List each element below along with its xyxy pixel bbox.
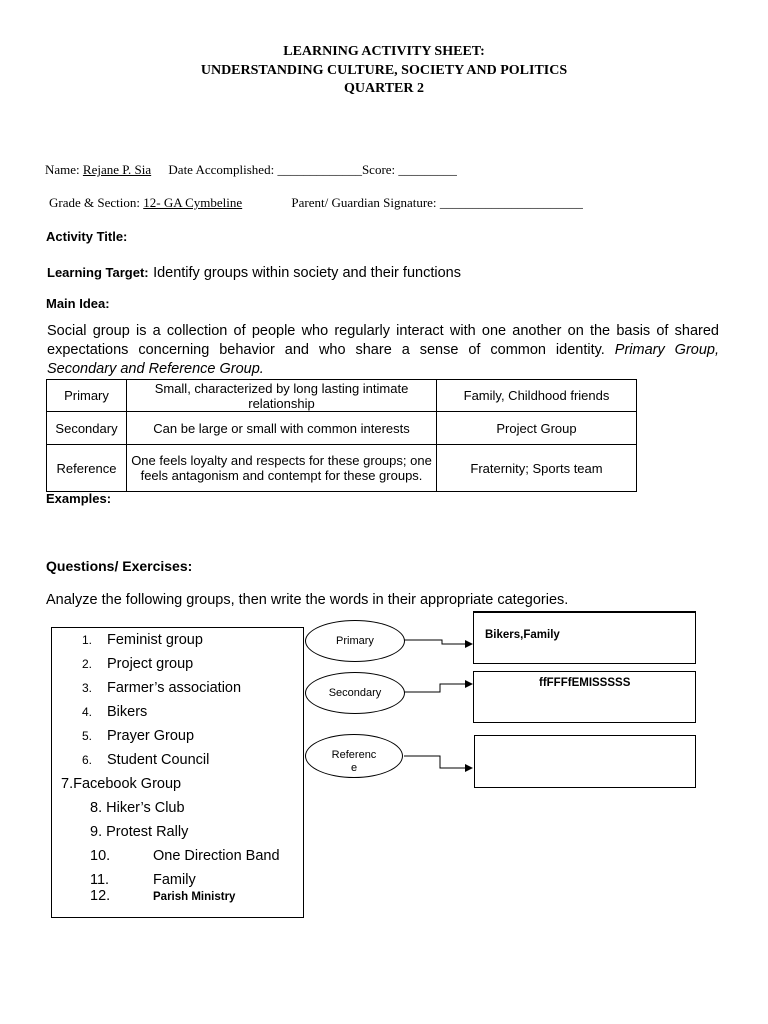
- arrow-reference: [404, 756, 472, 768]
- table-cell-description: Small, characterized by long lasting intimate relationship: [127, 380, 437, 412]
- list-item-label: Parish Ministry: [153, 891, 236, 903]
- list-item: [61, 776, 181, 792]
- list-item-label: Bikers: [107, 704, 148, 720]
- list-item: [82, 752, 209, 768]
- table-row: [47, 412, 637, 445]
- list-item-number: 9.: [90, 824, 103, 840]
- category-secondary-ellipse: [305, 672, 405, 714]
- table-cell-type: Secondary: [47, 412, 127, 445]
- signature-blank[interactable]: ______________________: [439, 195, 583, 210]
- list-item: [90, 848, 280, 864]
- list-item-label: One Direction Band: [153, 848, 280, 864]
- main-idea-text: Social group is a collection of people who regularly interact with one another on the basis of shared expectations concerning behavior and who share a sense of common identity.: [47, 323, 719, 358]
- questions-label: Questions/ Exercises:: [46, 558, 193, 574]
- info-row-1: [45, 162, 457, 178]
- groups-table: [46, 379, 637, 492]
- info-row-2: [49, 195, 583, 211]
- list-item-label: Project group: [107, 656, 194, 672]
- list-item-label: Facebook Group: [73, 776, 182, 792]
- list-item-number: 8.: [90, 800, 103, 816]
- score-blank[interactable]: _________: [398, 162, 457, 177]
- main-idea-italic: Primary Group, Secondary and Reference Group.: [47, 342, 719, 377]
- list-item-label: Prayer Group: [107, 728, 195, 744]
- table-cell-example: Family, Childhood friends: [437, 380, 637, 412]
- category-label: Primary: [336, 635, 374, 647]
- list-item-label: Farmer’s association: [107, 680, 242, 696]
- list-item-label: Student Council: [107, 752, 210, 768]
- name-value[interactable]: Rejane P. Sia: [82, 162, 152, 177]
- list-item-number: 11.: [90, 872, 110, 888]
- answer-box-reference[interactable]: [474, 735, 696, 788]
- answer-box-secondary[interactable]: [473, 671, 696, 723]
- list-item: [90, 872, 196, 888]
- date-blank[interactable]: _____________: [277, 162, 362, 177]
- table-cell-example: Fraternity; Sports team: [437, 445, 637, 492]
- list-item: [82, 632, 203, 648]
- category-label: Reference: [331, 749, 377, 774]
- main-idea-label: Main Idea:: [46, 296, 110, 311]
- arrow-primary: [404, 640, 472, 644]
- table-row: [47, 445, 637, 492]
- list-item-number: 6.: [82, 753, 93, 767]
- sheet-subject: UNDERSTANDING CULTURE, SOCIETY AND POLITICS: [200, 63, 568, 78]
- answer-text[interactable]: Bikers,Family: [485, 629, 560, 641]
- list-item-number: 1.: [82, 633, 93, 647]
- category-label: Secondary: [328, 687, 382, 699]
- list-item: [90, 824, 188, 840]
- table-cell-type: Primary: [47, 380, 127, 412]
- list-item: [82, 704, 147, 720]
- list-item-number: 7.: [61, 776, 74, 792]
- list-item: [90, 800, 185, 816]
- list-item: [82, 680, 241, 696]
- answer-box-primary[interactable]: [473, 611, 696, 664]
- list-item-label: Protest Rally: [106, 824, 189, 840]
- activity-title-label: Activity Title:: [46, 229, 128, 244]
- examples-label: Examples:: [46, 491, 112, 506]
- name-label: Name:: [45, 162, 80, 177]
- list-item-number: 12.: [90, 888, 111, 904]
- arrow-secondary: [404, 684, 472, 692]
- arrows-diagram: [400, 620, 480, 780]
- grade-value[interactable]: 12- GA Cymbeline: [143, 195, 243, 210]
- grade-label: Grade & Section:: [49, 195, 140, 210]
- list-item-number: 10.: [90, 848, 111, 864]
- list-item-number: 2.: [82, 657, 93, 671]
- learning-target-label: Learning Target:: [47, 265, 149, 280]
- table-row: [47, 380, 637, 412]
- main-idea-paragraph: [47, 322, 719, 379]
- list-item-label: Hiker’s Club: [106, 800, 185, 816]
- learning-target: [47, 264, 461, 282]
- sheet-quarter: QUARTER 2: [343, 81, 424, 96]
- learning-target-text: Identify groups within society and their functions: [153, 265, 461, 281]
- list-item-label: Feminist group: [107, 632, 203, 648]
- table-cell-type: Reference: [47, 445, 127, 492]
- list-item: [90, 888, 235, 906]
- table-cell-description: One feels loyalty and respects for these groups; one feels antagonism and contempt for these groups.: [127, 445, 437, 492]
- score-label: Score:: [361, 162, 396, 177]
- instruction-text: Analyze the following groups, then write the words in their appropriate categories.: [46, 592, 569, 608]
- category-primary-ellipse: [305, 620, 405, 662]
- list-item-number: 3.: [82, 681, 93, 695]
- list-item-label: Family: [153, 872, 196, 888]
- list-item: [82, 656, 193, 672]
- signature-label: Parent/ Guardian Signature:: [291, 195, 437, 210]
- date-label: Date Accomplished:: [168, 162, 275, 177]
- table-cell-example: Project Group: [437, 412, 637, 445]
- list-item-number: 4.: [82, 705, 93, 719]
- table-cell-description: Can be large or small with common interests: [127, 412, 437, 445]
- sheet-title: LEARNING ACTIVITY SHEET:: [283, 44, 485, 59]
- list-item: [82, 728, 194, 744]
- answer-text[interactable]: ffFFFfEMISSSSS: [539, 677, 631, 689]
- list-item-number: 5.: [82, 729, 93, 743]
- category-reference-ellipse: [305, 734, 403, 778]
